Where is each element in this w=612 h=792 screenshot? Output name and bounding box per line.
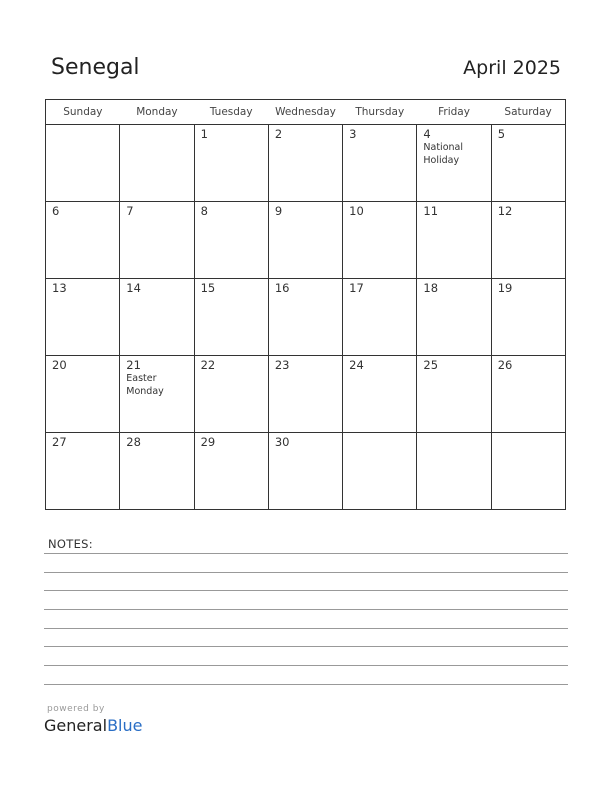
week-row [46, 202, 566, 279]
day-cell [491, 125, 565, 202]
weekday-saturday: Saturday [491, 100, 565, 125]
day-cell [491, 202, 565, 279]
day-number: 14 [126, 281, 141, 295]
day-cell [46, 433, 120, 510]
day-number: 15 [200, 281, 216, 295]
day-cell [120, 125, 194, 202]
day-cell [417, 433, 491, 510]
day-cell [120, 356, 194, 433]
day-number: 5 [497, 127, 506, 141]
day-cell [417, 125, 491, 202]
day-cell [343, 279, 417, 356]
day-number: 6 [52, 204, 60, 218]
day-number: 22 [200, 358, 216, 372]
day-number: 28 [126, 435, 141, 449]
day-cell [194, 202, 268, 279]
week-row [46, 125, 566, 202]
day-cell [120, 433, 194, 510]
day-cell [46, 125, 120, 202]
brand-blue: Blue [107, 716, 143, 735]
week-row [46, 433, 566, 510]
day-number: 20 [52, 358, 67, 372]
day-number: 25 [423, 358, 439, 372]
weekday-thursday: Thursday [343, 100, 417, 125]
brand-general: General [44, 716, 108, 735]
day-number: 17 [349, 281, 364, 295]
day-cell [343, 356, 417, 433]
notes-label: NOTES: [48, 537, 93, 551]
note-line [44, 665, 568, 666]
day-number: 7 [126, 204, 134, 218]
day-cell [194, 125, 268, 202]
weekday-wednesday: Wednesday [268, 100, 342, 125]
day-cell [120, 279, 194, 356]
day-cell [417, 279, 491, 356]
day-cell [491, 279, 565, 356]
day-cell [268, 279, 342, 356]
day-number: 11 [423, 204, 439, 218]
day-number: 3 [349, 127, 357, 141]
note-line [44, 572, 568, 573]
day-cell [268, 433, 342, 510]
day-number: 19 [497, 281, 513, 295]
day-number: 12 [497, 204, 513, 218]
day-cell [120, 202, 194, 279]
calendar-country: Senegal [51, 55, 140, 80]
note-line [44, 609, 568, 610]
weekday-monday: Monday [120, 100, 194, 125]
weekday-header-row [46, 100, 566, 125]
day-cell [194, 356, 268, 433]
note-line [44, 590, 568, 591]
powered-by-text: powered by [47, 704, 105, 714]
day-cell [194, 279, 268, 356]
day-number: 21 [126, 358, 141, 372]
day-number: 24 [349, 358, 364, 372]
day-cell [194, 433, 268, 510]
day-cell [46, 279, 120, 356]
week-row [46, 279, 566, 356]
day-number: 16 [274, 281, 290, 295]
day-cell [491, 433, 565, 510]
day-cell [268, 356, 342, 433]
day-number: 4 [423, 127, 431, 141]
day-cell [46, 356, 120, 433]
day-cell [46, 202, 120, 279]
day-number: 29 [200, 435, 216, 449]
day-cell [417, 202, 491, 279]
holiday-label: National Holiday [423, 142, 463, 166]
calendar-grid [45, 99, 566, 510]
day-cell [343, 202, 417, 279]
day-number: 13 [52, 281, 67, 295]
weekday-tuesday: Tuesday [194, 100, 268, 125]
week-row [46, 356, 566, 433]
day-cell [491, 356, 565, 433]
day-number: 18 [423, 281, 439, 295]
note-line [44, 684, 568, 685]
day-cell [343, 433, 417, 510]
day-cell [268, 202, 342, 279]
note-line [44, 646, 568, 647]
weekday-friday: Friday [417, 100, 491, 125]
day-number: 1 [200, 127, 208, 141]
day-cell [268, 125, 342, 202]
day-cell [417, 356, 491, 433]
day-number: 27 [52, 435, 67, 449]
day-number: 8 [200, 204, 208, 218]
day-number: 2 [274, 127, 283, 141]
day-number: 30 [274, 435, 290, 449]
day-cell [343, 125, 417, 202]
generalblue-logo[interactable] [44, 716, 142, 735]
weekday-sunday: Sunday [46, 100, 120, 125]
holiday-label: Easter Monday [126, 373, 164, 397]
note-line [44, 628, 568, 629]
note-line [44, 553, 568, 554]
day-number: 10 [349, 204, 364, 218]
calendar-month-year: April 2025 [463, 57, 561, 79]
day-number: 26 [497, 358, 513, 372]
day-number: 9 [274, 204, 283, 218]
day-number: 23 [274, 358, 290, 372]
